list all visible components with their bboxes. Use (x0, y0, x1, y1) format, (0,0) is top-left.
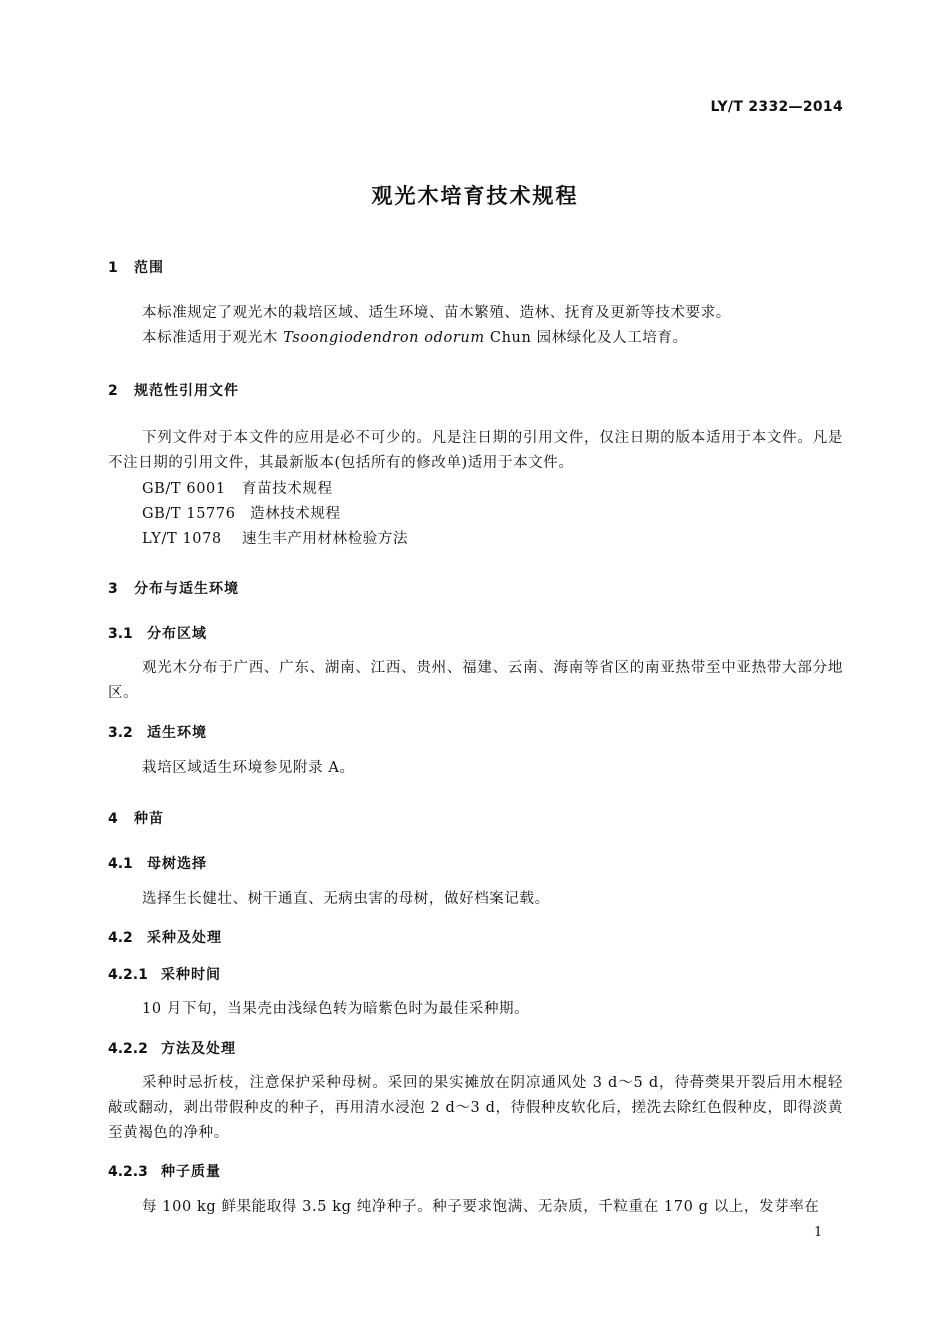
scope-text-post: Chun 园林绿化及人工培育。 (484, 330, 688, 346)
section-3-2-paragraph: 栽培区域适生环境参见附录 A。 (142, 760, 355, 776)
section-2-paragraph: 下列文件对于本文件的应用是必不可少的。凡是注日期的引用文件，仅注日期的版本适用于本文件。凡是不注日期的引用文件，其最新版本(包括所有的修改单)适用于本文件。 (108, 430, 843, 471)
section-3-1-heading (108, 623, 207, 643)
section-number: 4.1 (108, 856, 133, 872)
section-title: 分布与适生环境 (134, 581, 239, 597)
section-number: 4.2 (108, 930, 133, 946)
section-4-2-2-paragraph: 采种时忌折枝，注意保护采种母树。采回的果实摊放在阴凉通风处 3 d～5 d，待蓇葖果开裂后用木棍轻敲或翻动，剥出带假种皮的种子，再用清水浸泡 2 d～3 d，待假种皮软化后，搓洗去除红色假种皮，即得淡黄至黄褐色的净种。 (108, 1075, 843, 1141)
section-number: 4 (108, 811, 118, 827)
section-3-heading (108, 578, 239, 598)
reference-code: LY/T 1078 (142, 531, 222, 547)
reference-name: 造林技术规程 (250, 506, 341, 522)
section-number: 4.2.2 (108, 1041, 148, 1057)
species-name: Tsoongiodendron odorum (283, 330, 485, 346)
section-title: 采种时间 (161, 967, 221, 983)
section-number: 3 (108, 581, 118, 597)
section-4-1-heading (108, 853, 207, 873)
section-number: 1 (108, 260, 118, 276)
section-4-2-2-heading (108, 1038, 236, 1058)
section-number: 4.2.3 (108, 1164, 148, 1180)
section-4-2-3-paragraph: 每 100 kg 鲜果能取得 3.5 kg 纯净种子。种子要求饱满、无杂质，千粒重在 170 g 以上，发芽率在 (142, 1199, 820, 1215)
section-4-2-3-heading (108, 1161, 221, 1181)
section-number: 4.2.1 (108, 967, 148, 983)
section-4-1-paragraph: 选择生长健壮、树干通直、无病虫害的母树，做好档案记载。 (142, 891, 550, 907)
section-title: 范围 (134, 260, 164, 276)
section-3-1-paragraph: 观光木分布于广西、广东、湖南、江西、贵州、福建、云南、海南等省区的南亚热带至中亚热带大部分地区。 (108, 660, 843, 701)
section-1-paragraph-2 (108, 326, 843, 351)
section-2-heading (108, 380, 239, 400)
reference-item (142, 502, 341, 523)
section-title: 种苗 (134, 811, 164, 827)
section-number: 3.2 (108, 725, 133, 741)
section-title: 适生环境 (147, 725, 207, 741)
section-1-paragraph-1: 本标准规定了观光木的栽培区域、适生环境、苗木繁殖、造林、抚育及更新等技术要求。 (142, 305, 731, 321)
section-4-2-1-paragraph: 10 月下旬，当果壳由浅绿色转为暗紫色时为最佳采种期。 (142, 1001, 530, 1017)
reference-item (142, 527, 408, 548)
section-title: 种子质量 (161, 1164, 221, 1180)
reference-name: 速生丰产用材林检验方法 (242, 531, 409, 547)
reference-name: 育苗技术规程 (242, 481, 333, 497)
section-title: 方法及处理 (161, 1041, 236, 1057)
standard-code: LY/T 2332—2014 (710, 99, 843, 115)
reference-item (142, 477, 333, 498)
document-title: 观光木培育技术规程 (371, 184, 579, 208)
page-number: 1 (814, 1225, 823, 1240)
section-title: 母树选择 (147, 856, 207, 872)
section-3-2-heading (108, 722, 207, 742)
section-number: 3.1 (108, 626, 133, 642)
section-4-heading (108, 808, 164, 828)
reference-code: GB/T 6001 (142, 481, 226, 497)
reference-code: GB/T 15776 (142, 506, 236, 522)
section-4-2-heading (108, 927, 222, 947)
section-1-heading (108, 257, 164, 277)
scope-text-pre: 本标准适用于观光木 (142, 330, 284, 346)
section-title: 规范性引用文件 (134, 383, 239, 399)
section-title: 采种及处理 (147, 930, 222, 946)
section-4-2-1-heading (108, 964, 221, 984)
section-title: 分布区域 (147, 626, 207, 642)
section-number: 2 (108, 383, 118, 399)
